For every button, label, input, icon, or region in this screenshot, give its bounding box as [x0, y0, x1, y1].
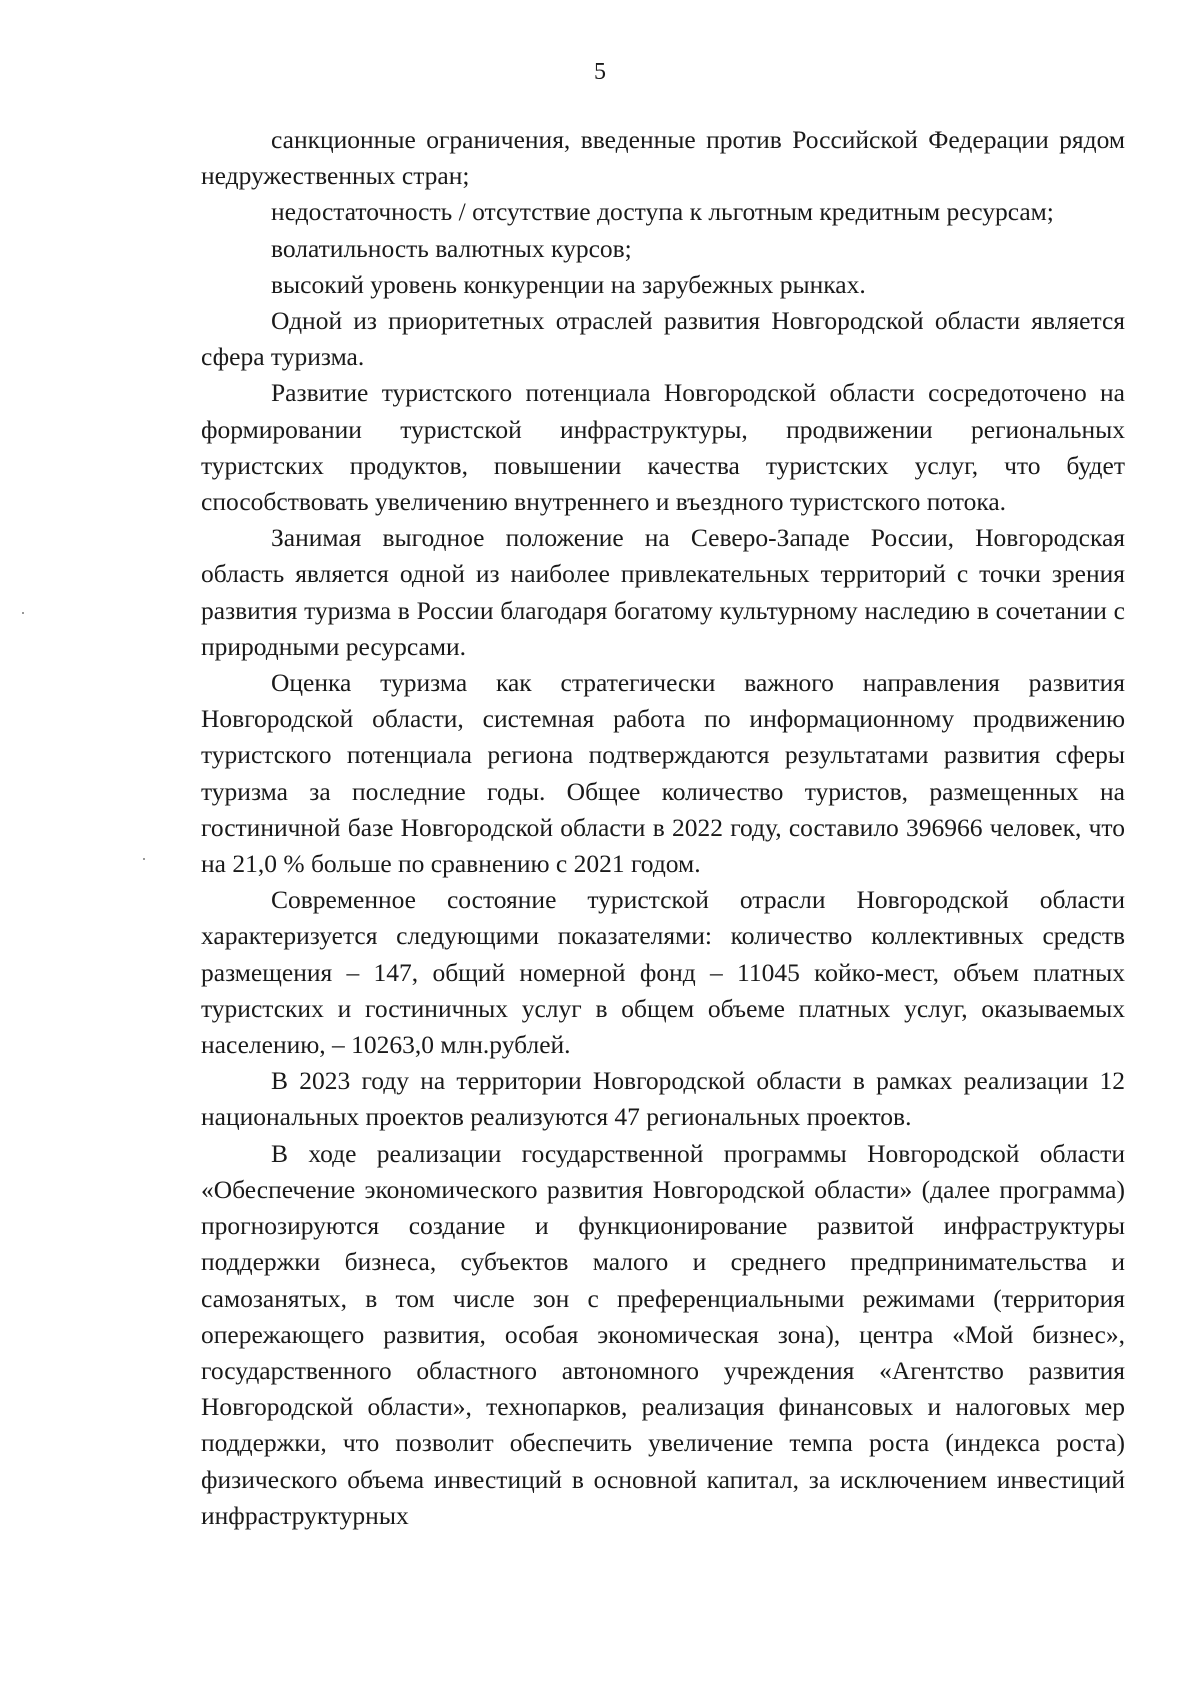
paragraph: недостаточность / отсутствие доступа к льготным кредитным ресурсам; [271, 197, 1054, 227]
paragraph: высокий уровень конкуренции на зарубежных рынках. [271, 269, 866, 299]
paragraph: В 2023 году на территории Новгородской области в рамках реализации 12 национальных проектов реализуются 47 региональных проектов. [201, 1066, 1125, 1132]
paragraph: Современное состояние туристской отрасли Новгородской области характеризуется следующими показателями: количество коллективных средств размещения – 147, общий номерной фонд – 11045 койко-мест, объем платных туристских и гостиничных услуг в общем объеме платных услуг, оказываемых населению, – 10263,0 млн.рублей. [201, 885, 1125, 1060]
document-body [201, 122, 1125, 1534]
paragraph: Одной из приоритетных отраслей развития Новгородской области является сфера туризма. [201, 306, 1125, 372]
paragraph: Развитие туристского потенциала Новгородской области сосредоточено на формировании туристской инфраструктуры, продвижении региональных туристских продуктов, повышении качества туристских услуг, что будет способствовать увеличению внутреннего и въездного туристского потока. [201, 378, 1125, 517]
paragraph: Оценка туризма как стратегически важного направления развития Новгородской области, системная работа по информационному продвижению туристского потенциала региона подтверждаются результатами развития сферы туризма за последние годы. Общее количество туристов, размещенных на гостиничной базе Новгородской области в 2022 году, составило 396966 человек, что на 21,0 % больше по сравнению с 2021 годом. [201, 668, 1125, 879]
paragraph: В ходе реализации государственной программы Новгородской области «Обеспечение экономического развития Новгородской области» (далее программа) прогнозируются создание и функционирование развитой инфраструктуры поддержки бизнеса, субъектов малого и среднего предпринимательства и самозанятых, в том числе зон с преференциальными режимами (территория опережающего развития, особая экономическая зона), центра «Мой бизнес», государственного областного автономного учреждения «Агентство развития Новгородской области», технопарков, реализация финансовых и налоговых мер поддержки, что позволит обеспечить увеличение темпа роста (индекса роста) физического объема инвестиций в основной капитал, за исключением инвестиций инфраструктурных [201, 1138, 1125, 1530]
paragraph: Занимая выгодное положение на Северо-Западе России, Новгородская область является одной из наиболее привлекательных территорий с точки зрения развития туризма в России благодаря богатому культурному наследию в сочетании с природными ресурсами. [201, 523, 1125, 661]
paragraph: волатильность валютных курсов; [271, 233, 632, 263]
scan-speck [143, 858, 145, 860]
scan-speck [22, 612, 24, 614]
paragraph: санкционные ограничения, введенные против Российской Федерации рядом недружественных стран; [201, 125, 1125, 191]
page-number: 5 [594, 59, 606, 85]
